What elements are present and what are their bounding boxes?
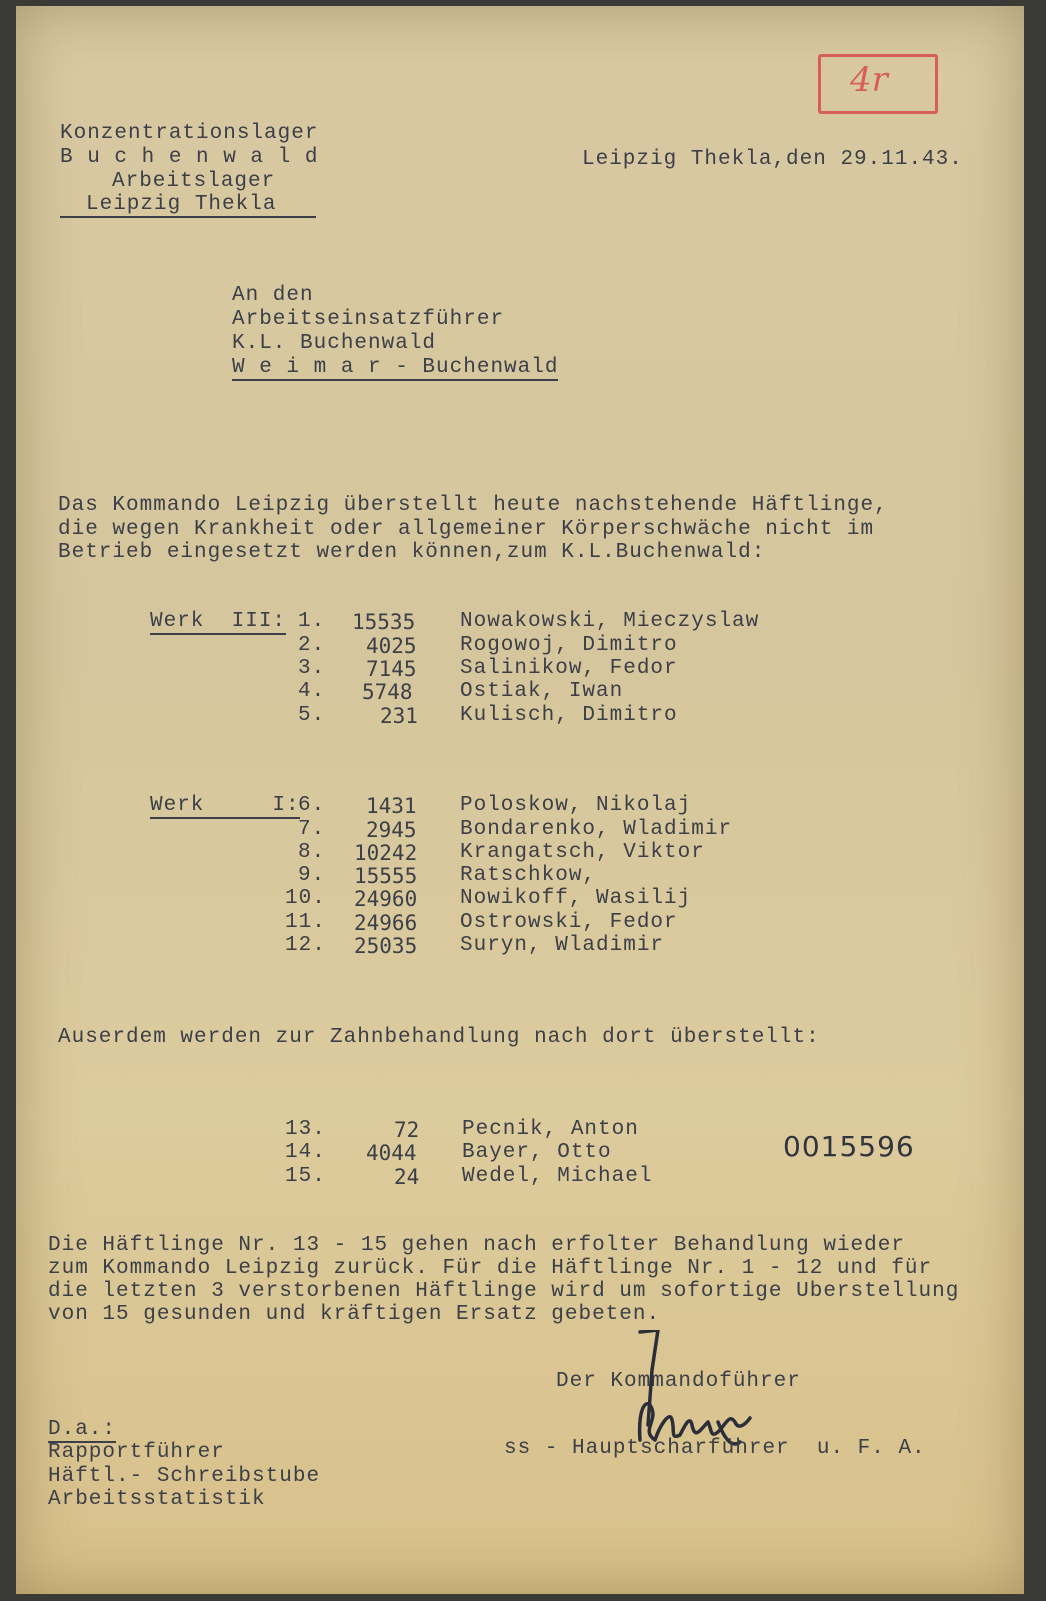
list-item-name: Salinikow, Fedor [460, 657, 678, 680]
list-item-no: 10. [285, 887, 326, 910]
list-item-name: Rogowoj, Dimitro [460, 634, 678, 657]
list-item-id: 24966 [354, 911, 418, 935]
sender-line-2: B u c h e n w a l d [60, 146, 319, 169]
closing-line-3: die letzten 3 verstorbenen Häftlinge wird um sofortige Uberstellung [48, 1280, 960, 1303]
list-item-no: 2. [298, 634, 326, 657]
list-item-id: 4025 [366, 634, 417, 658]
list-item-no: 1. [298, 610, 326, 633]
archive-serial-number: 0015596 [783, 1130, 915, 1163]
list-item-id: 10242 [354, 841, 418, 865]
list-item-no: 13. [285, 1118, 326, 1141]
list-item-no: 12. [285, 934, 326, 957]
list-item-no: 14. [285, 1141, 326, 1164]
cc-item: Rapportführer [48, 1441, 225, 1464]
sender-line-1: Konzentrationslager [60, 122, 319, 145]
list-item-no: 3. [298, 657, 326, 680]
list-item-name: Ostrowski, Fedor [460, 911, 678, 934]
place-date: Leipzig Thekla,den 29.11.43. [582, 148, 963, 171]
list-item-name: Kulisch, Dimitro [460, 704, 678, 727]
list-item-no: 6. [298, 794, 326, 817]
list-item-no: 7. [298, 818, 326, 841]
list-item-id: 1431 [366, 794, 417, 818]
dental-intro: Auserdem werden zur Zahnbehandlung nach dort überstellt: [58, 1026, 820, 1049]
recipient-line-3: K.L. Buchenwald [232, 332, 437, 355]
recipient-line-4: W e i m a r - Buchenwald [232, 356, 559, 379]
list-item-name: Suryn, Wladimir [460, 934, 665, 957]
intro-line-1: Das Kommando Leipzig überstellt heute nachstehende Häftlinge, [58, 494, 888, 517]
list-item-no: 4. [298, 680, 326, 703]
list-item-id: 4044 [366, 1141, 417, 1165]
signature-rank: ss - Hauptscharführer u. F. A. [504, 1437, 926, 1460]
list-item-id: 7145 [366, 657, 417, 681]
list-item-id: 231 [380, 704, 418, 728]
list-item-no: 8. [298, 841, 326, 864]
red-stamp-mark: 4r [850, 60, 888, 100]
list-item-name: Nowikoff, Wasilij [460, 887, 692, 910]
list-item-id: 24960 [354, 887, 418, 911]
list-item-no: 15. [285, 1165, 326, 1188]
intro-line-3: Betrieb eingesetzt werden können,zum K.L.Buchenwald: [58, 541, 766, 564]
list-item-id: 2945 [366, 818, 417, 842]
list-item-id: 15535 [352, 610, 416, 634]
list-item-id: 25035 [354, 934, 418, 958]
cc-label: D.a.: [48, 1418, 117, 1441]
intro-line-2: die wegen Krankheit oder allgemeiner Körperschwäche nicht im [58, 518, 875, 541]
closing-line-1: Die Häftlinge Nr. 13 - 15 gehen nach erfolter Behandlung wieder [48, 1234, 905, 1257]
list-item-name: Bayer, Otto [462, 1141, 612, 1164]
cc-item: Häftl.- Schreibstube [48, 1465, 321, 1488]
list-item-name: Nowakowski, Mieczyslaw [460, 610, 760, 633]
list-item-name: Ratschkow, [460, 864, 597, 887]
list-item-no: 9. [298, 864, 326, 887]
list-item-no: 11. [285, 911, 326, 934]
closing-line-2: zum Kommando Leipzig zurück. Für die Häftlinge Nr. 1 - 12 und für [48, 1257, 933, 1280]
list-item-name: Pecnik, Anton [462, 1118, 639, 1141]
closing-line-4: von 15 gesunden und kräftigen Ersatz gebeten. [48, 1303, 661, 1326]
signature-title: Der Kommandoführer [556, 1370, 801, 1393]
list-item-name: Poloskow, Nikolaj [460, 794, 692, 817]
list-item-name: Bondarenko, Wladimir [460, 818, 733, 841]
list-item-id: 15555 [354, 864, 418, 888]
list-item-no: 5. [298, 704, 326, 727]
group1-label: Werk III: [150, 610, 287, 633]
cc-item: Arbeitsstatistik [48, 1488, 266, 1511]
list-item-name: Krangatsch, Viktor [460, 841, 705, 864]
list-item-id: 5748 [362, 680, 413, 704]
sender-line-3: Arbeitslager [112, 170, 276, 193]
recipient-line-2: Arbeitseinsatzführer [232, 308, 505, 331]
list-item-name: Ostiak, Iwan [460, 680, 624, 703]
recipient-line-1: An den [232, 284, 314, 307]
list-item-id: 24 [394, 1165, 420, 1189]
list-item-name: Wedel, Michael [462, 1165, 653, 1188]
group2-label: Werk I: [150, 794, 300, 817]
list-item-id: 72 [394, 1118, 420, 1142]
sender-line-4: Leipzig Thekla [60, 193, 316, 218]
